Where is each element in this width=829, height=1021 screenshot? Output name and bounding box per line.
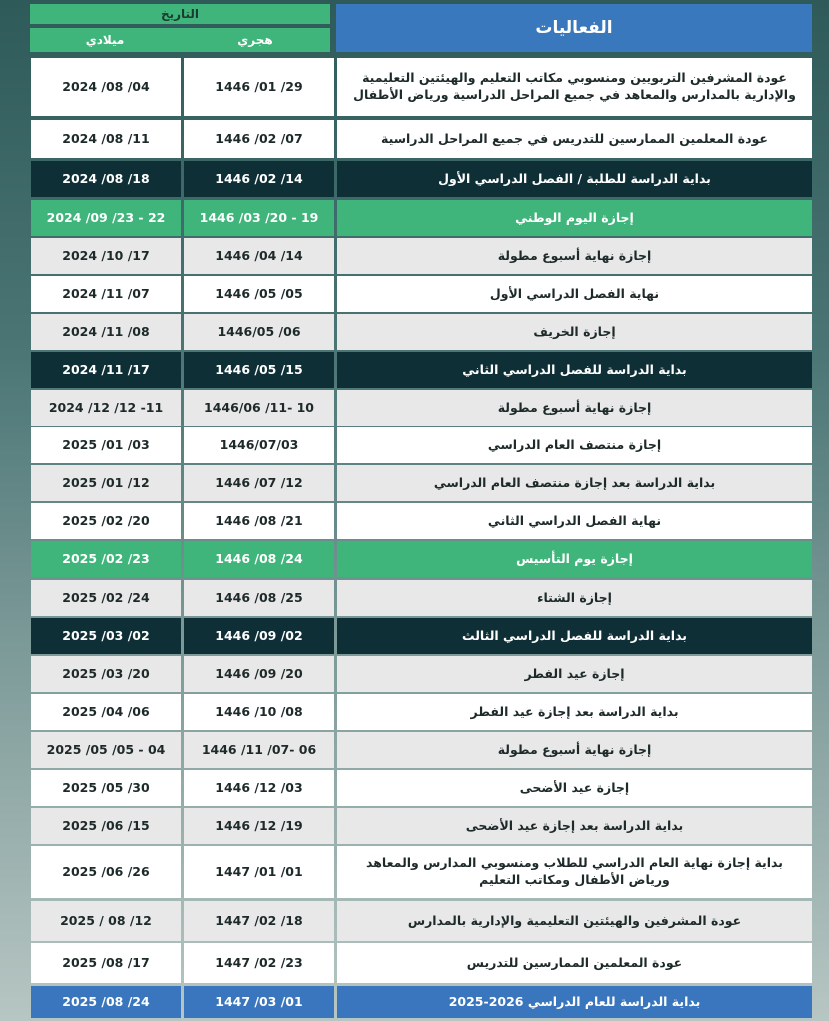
hijri-date-cell: 1447 /02 /18	[184, 901, 334, 941]
gregorian-date-cell: 2025 /03 /02	[31, 618, 181, 654]
hijri-date-cell: 1446 /08 /21	[184, 503, 334, 539]
table-row	[30, 732, 812, 768]
gregorian-date-cell: 2025 /06 /26	[31, 846, 181, 898]
hijri-date-cell: 1446 /10 /08	[184, 694, 334, 730]
hijri-date-cell: 1446 /09 /20	[184, 656, 334, 692]
gregorian-date-cell: 2024 /10 /17	[31, 238, 181, 274]
hijri-date-cell: 1446/07/03	[184, 427, 334, 463]
gregorian-date-cell: 2024 /11 /08	[31, 314, 181, 350]
gregorian-date-cell: 2025 /05 /30	[31, 770, 181, 806]
gregorian-date-cell: 2025 /01 /03	[31, 427, 181, 463]
gregorian-date-cell: 2024 /08 /11	[31, 120, 181, 158]
gregorian-date-cell: 2025 /05 /05 - 04	[31, 732, 181, 768]
hijri-date-cell: 1446 /08 /25	[184, 580, 334, 616]
table-row	[30, 986, 812, 1018]
hijri-date-cell: 1446 /12 /19	[184, 808, 334, 844]
gregorian-date-cell: 2025 /02 /24	[31, 580, 181, 616]
table-row	[30, 200, 812, 236]
event-cell: بداية الدراسة بعد إجازة عيد الأضحى	[337, 808, 812, 844]
table-row	[30, 541, 812, 577]
hijri-date-cell: 1446 /05 /05	[184, 276, 334, 312]
hijri-date-cell: 1446 /02 /07	[184, 120, 334, 158]
hijri-date-cell: 1447 /03 /01	[184, 986, 334, 1018]
table-row	[30, 503, 812, 539]
gregorian-date-cell: 2024 /08 /04	[31, 58, 181, 116]
hijri-date-cell: 1447 /01 /01	[184, 846, 334, 898]
event-cell: إجازة نهاية أسبوع مطولة	[337, 390, 812, 426]
table-row	[30, 427, 812, 463]
table-row	[30, 352, 812, 388]
hijri-date-cell: 1446 /03 /20 - 19	[184, 200, 334, 236]
gregorian-date-cell: 2024 /12 /12 -11	[31, 390, 181, 426]
table-row	[30, 238, 812, 274]
gregorian-date-cell: 2025 /03 /20	[31, 656, 181, 692]
table-row	[30, 694, 812, 730]
events-header: الفعاليات	[336, 4, 812, 52]
hijri-header: هجري	[180, 28, 330, 52]
event-cell: إجازة منتصف العام الدراسي	[337, 427, 812, 463]
gregorian-header: ميلادي	[30, 28, 180, 52]
gregorian-date-cell: 2025 /08 /24	[31, 986, 181, 1018]
event-cell: إجازة الشتاء	[337, 580, 812, 616]
event-cell: نهاية الفصل الدراسي الأول	[337, 276, 812, 312]
event-cell: بداية الدراسة للعام الدراسي 2026-2025	[337, 986, 812, 1018]
table-row	[30, 901, 812, 941]
event-cell: إجازة الخريف	[337, 314, 812, 350]
event-cell: إجازة عيد الفطر	[337, 656, 812, 692]
event-cell: بداية الدراسة للفصل الدراسي الثاني	[337, 352, 812, 388]
table-row	[30, 465, 812, 501]
table-row	[30, 161, 812, 197]
table-row	[30, 120, 812, 158]
gregorian-date-cell: 2024 /11 /17	[31, 352, 181, 388]
date-header: التاريخ	[30, 4, 330, 24]
hijri-date-cell: 1446 /01 /29	[184, 58, 334, 116]
event-cell: بداية الدراسة بعد إجازة منتصف العام الدراسي	[337, 465, 812, 501]
hijri-date-cell: 1447 /02 /23	[184, 943, 334, 983]
table-row	[30, 943, 812, 983]
gregorian-date-cell: 2025 /06 /15	[31, 808, 181, 844]
gregorian-date-cell: 2025 /08 /17	[31, 943, 181, 983]
gregorian-date-cell: 2025 /04 /06	[31, 694, 181, 730]
table-row	[30, 618, 812, 654]
hijri-date-cell: 1446 /08 /24	[184, 541, 334, 577]
table-row	[30, 58, 812, 116]
hijri-date-cell: 1446 /04 /14	[184, 238, 334, 274]
gregorian-date-cell: 2025 /02 /23	[31, 541, 181, 577]
gregorian-date-cell: 2024 /11 /07	[31, 276, 181, 312]
gregorian-date-cell: 2024 /08 /18	[31, 161, 181, 197]
table-row	[30, 808, 812, 844]
gregorian-date-cell: 2025 /02 /20	[31, 503, 181, 539]
table-row	[30, 314, 812, 350]
table-row	[30, 846, 812, 898]
table-row	[30, 656, 812, 692]
event-cell: بداية الدراسة للطلبة / الفصل الدراسي الأول	[337, 161, 812, 197]
hijri-date-cell: 1446 /12 /03	[184, 770, 334, 806]
event-cell: عودة المشرفين والهيئتين التعليمية والإدارية بالمدارس	[337, 901, 812, 941]
hijri-date-cell: 1446 /09 /02	[184, 618, 334, 654]
event-cell: بداية الدراسة بعد إجازة عيد الفطر	[337, 694, 812, 730]
event-cell: إجازة نهاية أسبوع مطولة	[337, 238, 812, 274]
gregorian-date-cell: 2025 / 08 /12	[31, 901, 181, 941]
event-cell: نهاية الفصل الدراسي الثاني	[337, 503, 812, 539]
hijri-date-cell: 1446 /07 /12	[184, 465, 334, 501]
table-row	[30, 390, 812, 426]
event-cell: بداية إجازة نهاية العام الدراسي للطلاب ومنسوبي المدارس والمعاهد ورياض الأطفال ومكاتب التعليم	[337, 846, 812, 898]
table-row	[30, 580, 812, 616]
table-row	[30, 770, 812, 806]
gregorian-date-cell: 2024 /09 /23 - 22	[31, 200, 181, 236]
table-row	[30, 276, 812, 312]
event-cell: عودة المشرفين التربويين ومنسوبي مكاتب التعليم والهيئتين التعليمية والإدارية بالمدارس والمعاهد في جميع المراحل الدراسية ورياض الأطفال	[337, 58, 812, 116]
hijri-date-cell: 1446/05 /06	[184, 314, 334, 350]
hijri-date-cell: 1446/06 /11- 10	[184, 390, 334, 426]
hijri-date-cell: 1446 /05 /15	[184, 352, 334, 388]
hijri-date-cell: 1446 /11 /07- 06	[184, 732, 334, 768]
event-cell: عودة المعلمين الممارسين للتدريس في جميع المراحل الدراسية	[337, 120, 812, 158]
event-cell: إجازة اليوم الوطني	[337, 200, 812, 236]
gregorian-date-cell: 2025 /01 /12	[31, 465, 181, 501]
event-cell: إجازة يوم التأسيس	[337, 541, 812, 577]
hijri-date-cell: 1446 /02 /14	[184, 161, 334, 197]
event-cell: بداية الدراسة للفصل الدراسي الثالث	[337, 618, 812, 654]
event-cell: إجازة عيد الأضحى	[337, 770, 812, 806]
event-cell: عودة المعلمين الممارسين للتدريس	[337, 943, 812, 983]
event-cell: إجازة نهاية أسبوع مطولة	[337, 732, 812, 768]
